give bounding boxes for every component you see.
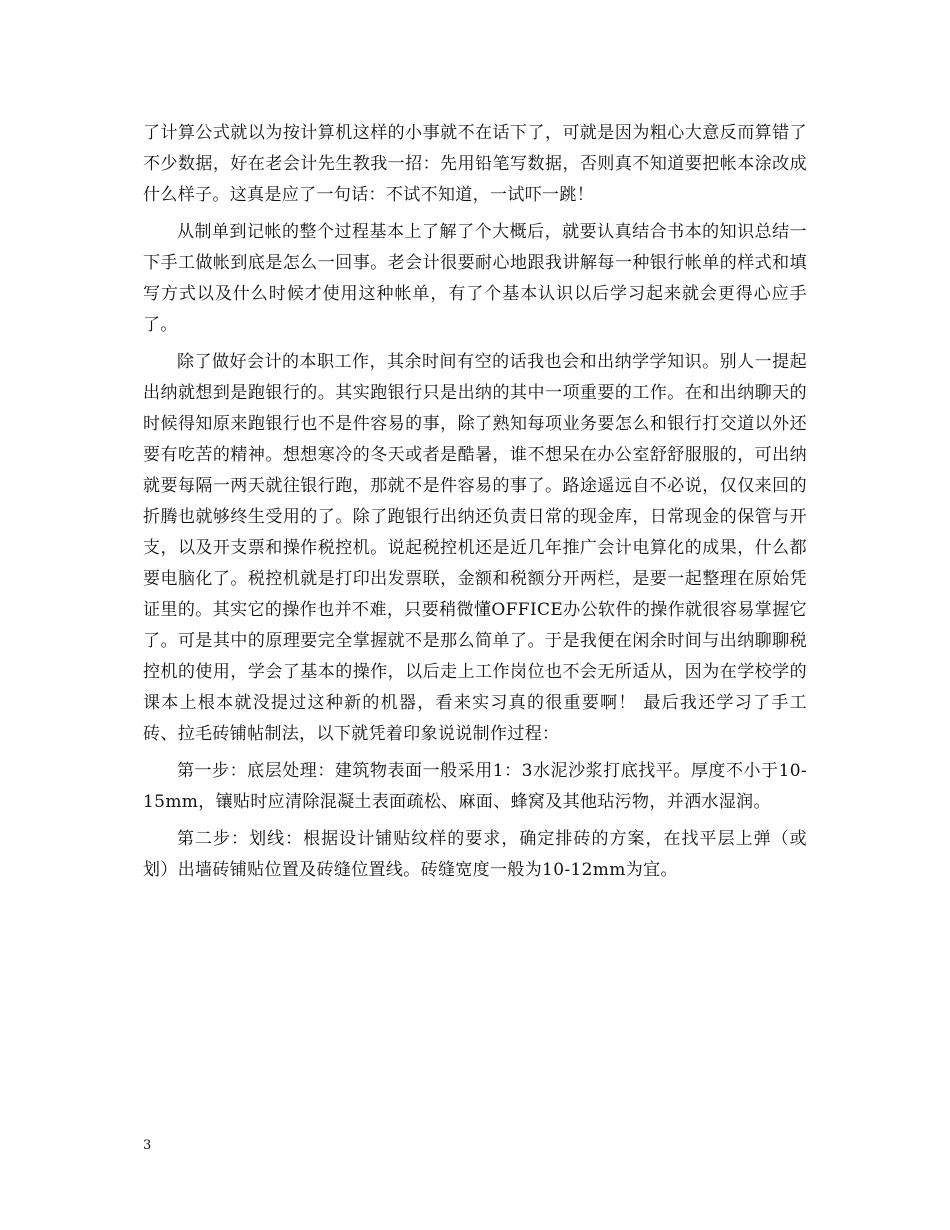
page-number: 3 xyxy=(143,1138,152,1153)
paragraph: 从制单到记帐的整个过程基本上了解了个大概后，就要认真结合书本的知识总结一下手工做帐到底是怎么一回事。老会计很要耐心地跟我讲解每一种银行帐单的样式和填写方式以及什么时候才使用这种帐单，有了个基本认识以后学习起来就会更得心应手了。 xyxy=(143,222,807,335)
paragraph: 了计算公式就以为按计算机这样的小事就不在话下了，可就是因为粗心大意反而算错了不少数据，好在老会计先生教我一招：先用铅笔写数据，否则真不知道要把帐本涂改成什么样子。这真是应了一句话：不试不知道，一试吓一跳！ xyxy=(143,123,807,205)
paragraph: 第二步：划线：根据设计铺贴纹样的要求，确定排砖的方案，在找平层上弹（或划）出墙砖铺贴位置及砖缝位置线。砖缝宽度一般为10-12mm为宜。 xyxy=(143,829,807,880)
paragraph: 除了做好会计的本职工作，其余时间有空的话我也会和出纳学学知识。别人一提起出纳就想到是跑银行的。其实跑银行只是出纳的其中一项重要的工作。在和出纳聊天的时候得知原来跑银行也不是件容易的事，除了熟知每项业务要怎么和银行打交道以外还要有吃苦的精神。想想寒冷的冬天或者是酷暑，谁不想呆在办公室舒舒服服的，可出纳就要每隔一两天就往银行跑，那就不是件容易的事了。路途遥远自不必说，仅仅来回的折腾也就够终生受用的了。除了跑银行出纳还负责日常的现金库，日常现金的保管与开支，以及开支票和操作税控机。说起税控机还是近几年推广会计电算化的成果，什么都要电脑化了。税控机就是打印出发票联，金额和税额分开两栏，是要一起整理在原始凭证里的。其实它的操作也并不难，只要稍微懂OFFICE办公软件的操作就很容易掌握它了。可是其中的原理要完全掌握就不是那么简单了。于是我便在闲余时间与出纳聊聊税控机的使用，学会了基本的操作，以后走上工作岗位也不会无所适从，因为在学校学的课本上根本就没提过这种新的机器，看来实习真的很重要啊！ 最后我还学习了手工砖、拉毛砖铺帖制法，以下就凭着印象说说制作过程： xyxy=(143,352,807,744)
paragraph: 第一步：底层处理：建筑物表面一般采用1：3水泥沙浆打底找平。厚度不小于10-15mm，镶贴时应清除混凝土表面疏松、麻面、蜂窝及其他玷污物，并洒水湿润。 xyxy=(143,761,807,812)
body-text xyxy=(143,118,807,886)
